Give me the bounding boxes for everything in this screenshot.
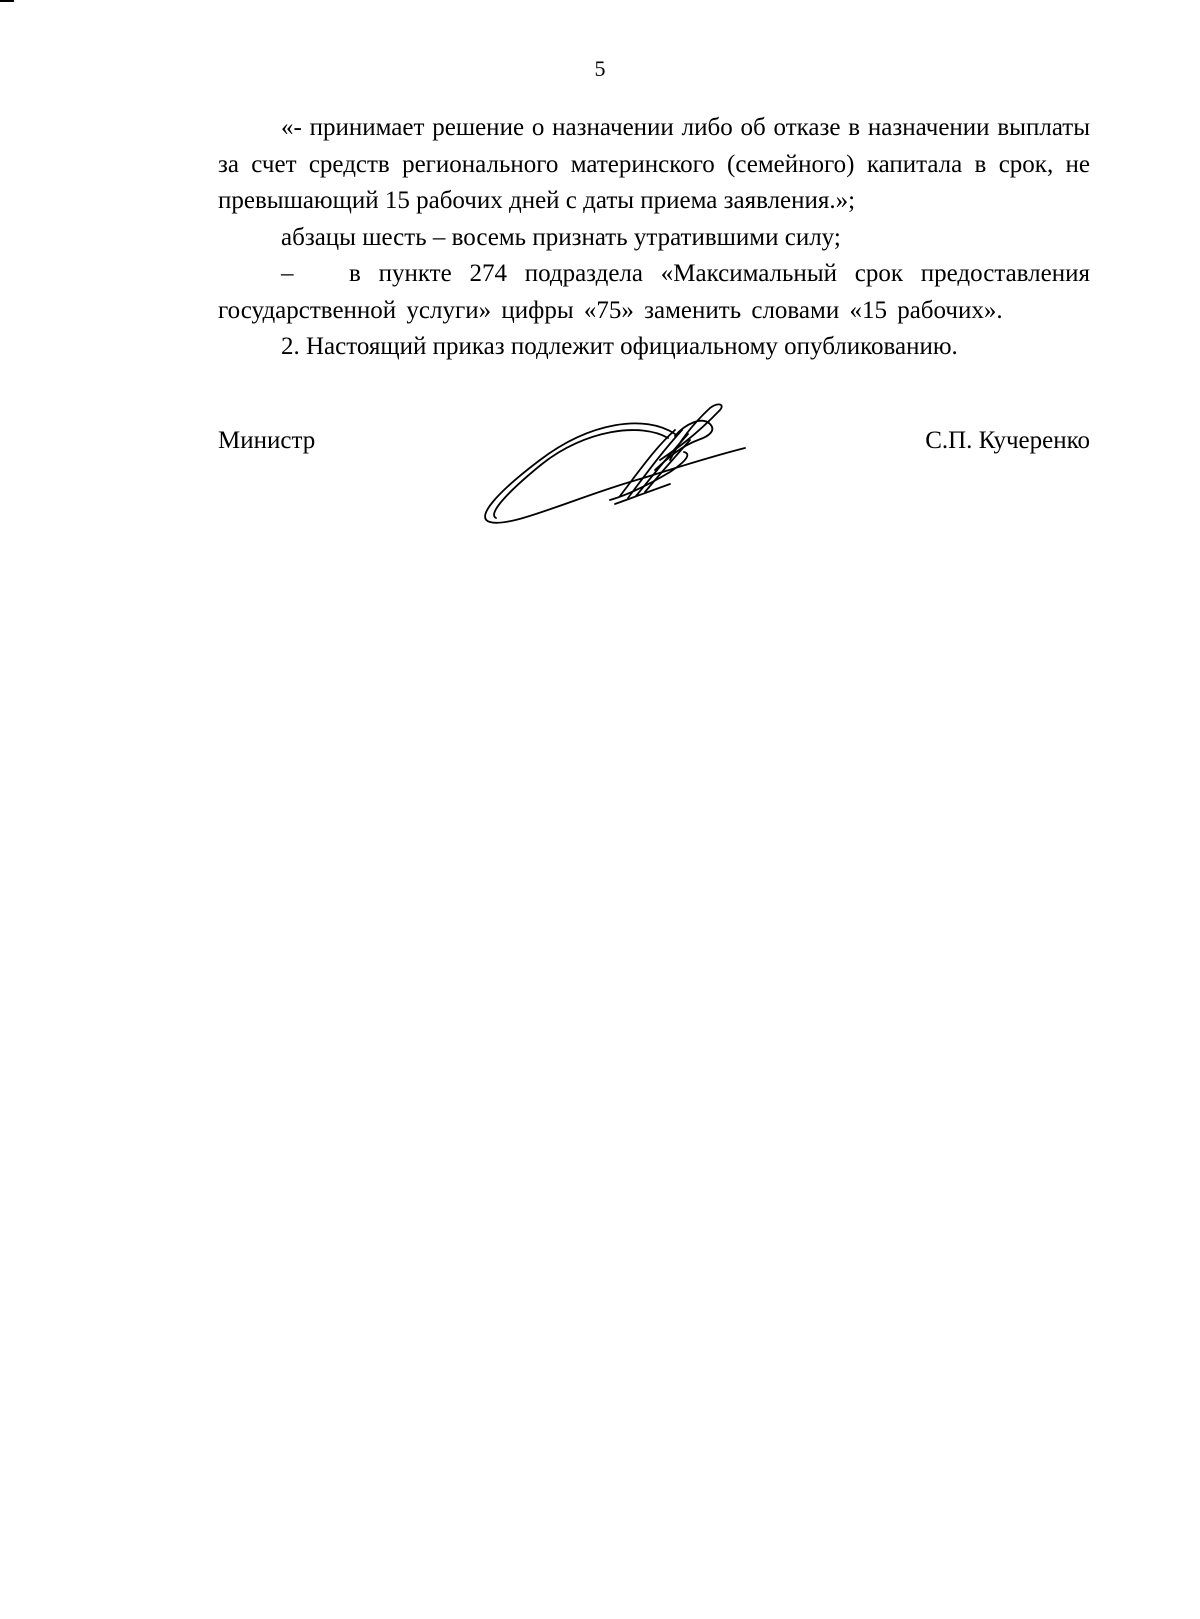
paragraph-publication: 2. Настоящий приказ подлежит официальному опубликованию.: [281, 333, 958, 360]
page-number: 5: [594, 56, 606, 81]
list-dash: –: [281, 260, 294, 287]
amendment-text: в пункте 274 подраздела «Максимальный срок предоставления государственной услуги» цифры «75» заменить словами «15 рабочих».: [218, 260, 1090, 324]
paragraph-quoted-decision: «- принимает решение о назначении либо об отказе в назначении выплаты за счет средств регионального материнского (семейного) капитала в срок, не превышающий 15 рабочих дней с даты приема заявления.»;: [218, 114, 1090, 214]
handwritten-signature: [470, 400, 760, 530]
signatory-name: С.П. Кучеренко: [925, 427, 1090, 454]
signature-block: [0, 400, 1200, 540]
paragraph-amendment-item: [218, 256, 1090, 329]
signatory-title: Министр: [218, 427, 316, 454]
document-body: [218, 110, 1090, 366]
paragraph-abolished-clauses: абзацы шесть – восемь признать утратившими силу;: [281, 223, 841, 251]
